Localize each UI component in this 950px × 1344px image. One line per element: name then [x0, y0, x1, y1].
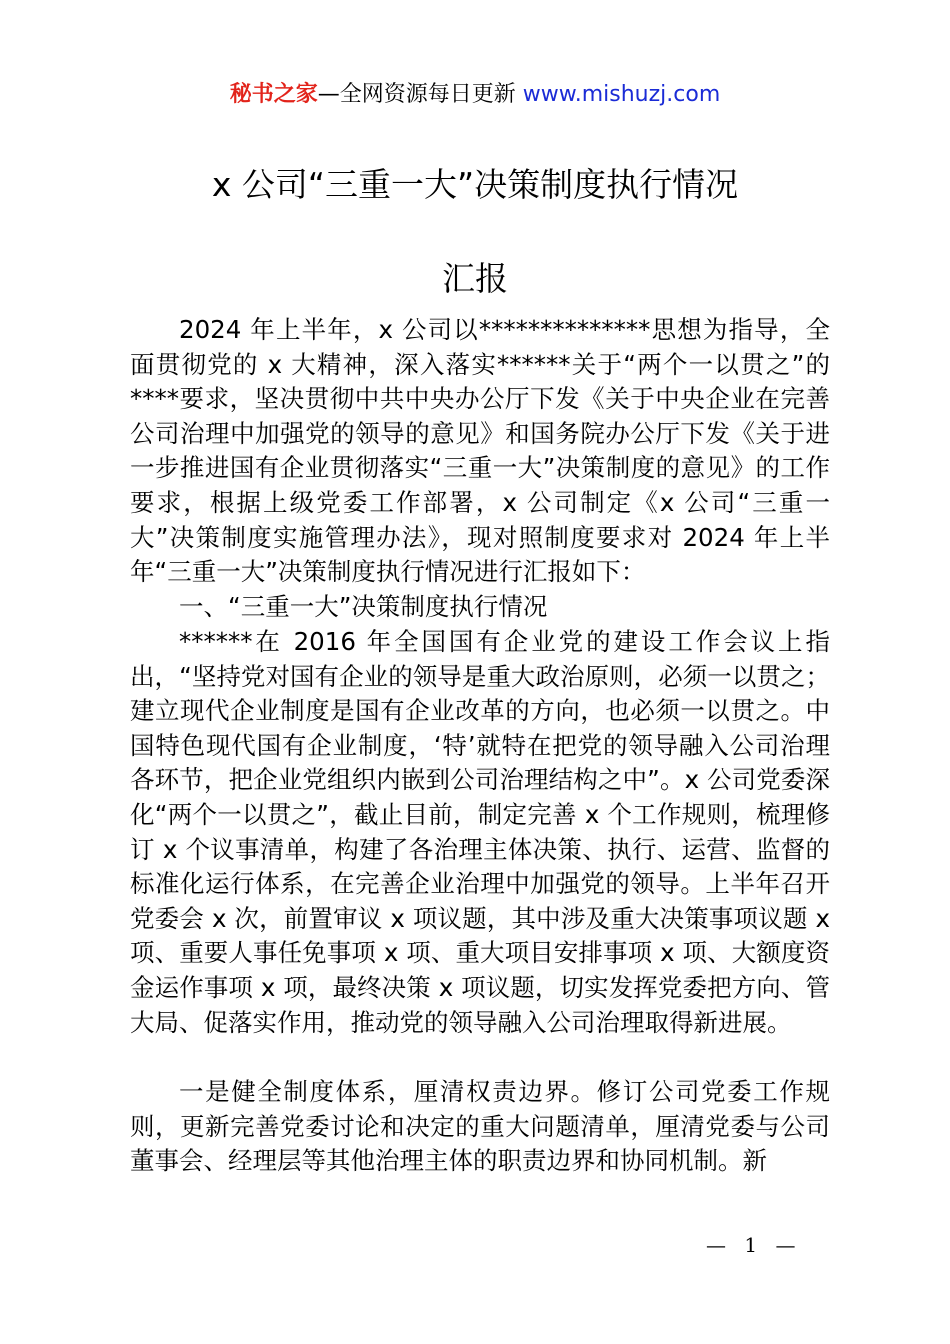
- page-number: — 1 —: [706, 1233, 802, 1257]
- body-paragraph: 一是健全制度体系，厘清权责边界。修订公司党委工作规则，更新完善党委讨论和决定的重大问题清单，厘清党委与公司董事会、经理层等其他治理主体的职责边界和协同机制。新: [130, 1077, 830, 1176]
- site-url-link[interactable]: www.mishuzj.com: [522, 82, 721, 107]
- document-title-continued: 汇报: [442, 259, 508, 298]
- intro-paragraph: 2024 年上半年，x 公司以**************思想为指导，全面贯彻党的 x 大精神，深入落实******关于“两个一以贯之”的****要求，坚决贯彻中共中央办公厅下发《关于中央企业在完善公司治理中加强党的领导的意见》和国务院办公厅下发《关于进一步推进国有企业贯彻落实“三重一大”决策制度的意见》的工作要求，根据上级党委工作部署，x 公司制定《x 公司“三重一大”决策制度实施管理办法》，现对照制度要求对 2024 年上半年“三重一大”决策制度执行情况进行汇报如下：: [130, 315, 830, 587]
- body-paragraph: ******在 2016 年全国国有企业党的建设工作会议上指出，“坚持党对国有企业的领导是重大政治原则，必须一以贯之；建立现代企业制度是国有企业改革的方向，也必须一以贯之。中国特色现代国有企业制度，‘特’就特在把党的领导融入公司治理各环节，把企业党组织内嵌到公司治理结构之中”。x 公司党委深化“两个一以贯之”，截止目前，制定完善 x 个工作规则，梳理修订 x 个议事清单，构建了各治理主体决策、执行、运营、监督的标准化运行体系，在完善企业治理中加强党的领导。上半年召开党委会 x 次，前置审议 x 项议题，其中涉及重大决策事项议题 x 项、重要人事任免事项 x 项、重大项目安排事项 x 项、大额度资金运作事项 x 项，最终决策 x 项议题，切实发挥党委把方向、管大局、促落实作用，推动党的领导融入公司治理取得新进展。: [130, 627, 830, 1037]
- body-paragraph-block-2: [130, 1075, 830, 1179]
- document-title: x 公司“三重一大”决策制度执行情况: [211, 165, 739, 204]
- body-paragraph-block: [130, 625, 830, 1040]
- section-heading-block: [130, 590, 830, 625]
- intro-paragraph-block: [130, 313, 830, 590]
- brand-name: 秘书之家: [229, 82, 318, 107]
- header-tagline: —全网资源每日更新: [317, 82, 516, 107]
- section-heading: 一、“三重一大”决策制度执行情况: [179, 592, 548, 621]
- site-header: [0, 80, 950, 110]
